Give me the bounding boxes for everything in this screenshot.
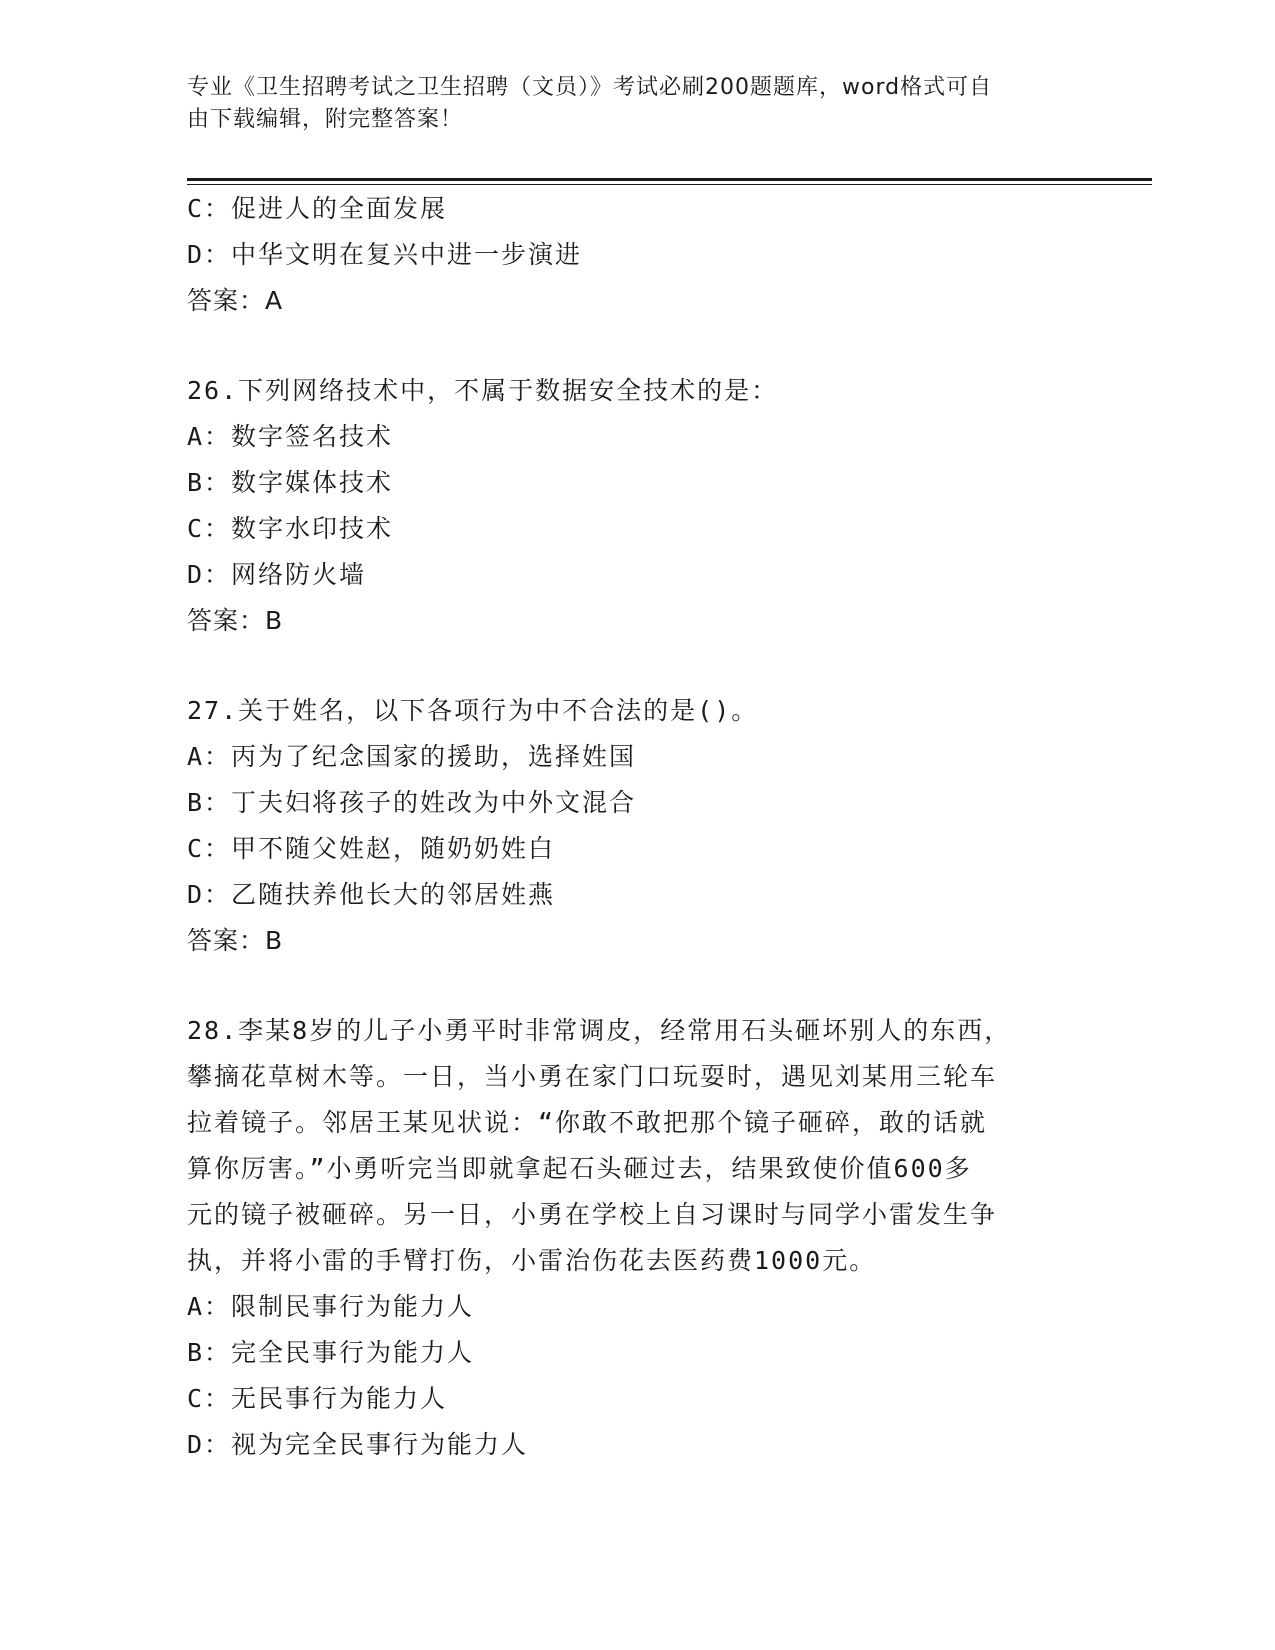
question-28 bbox=[187, 1008, 1057, 1468]
answer-line: 答案：B bbox=[187, 926, 284, 955]
question-stem-line: 算你厉害。”小勇听完当即就拿起石头砸过去，结果致使价值600多 bbox=[187, 1154, 972, 1183]
question-stem: 26.下列网络技术中，不属于数据安全技术的是： bbox=[187, 376, 779, 405]
option-d: D：网络防火墙 bbox=[187, 560, 367, 589]
header-line: 由下载编辑，附完整答案！ bbox=[187, 107, 464, 132]
option-c: C：甲不随父姓赵，随奶奶姓白 bbox=[187, 834, 556, 863]
option-d: D：乙随扶养他长大的邻居姓燕 bbox=[187, 880, 556, 909]
spacer bbox=[187, 644, 1057, 688]
question-26 bbox=[187, 368, 1057, 644]
option-c: C：无民事行为能力人 bbox=[187, 1384, 448, 1413]
question-stem-line: 执，并将小雷的手臂打伤，小雷治伤花去医药费1000元。 bbox=[187, 1246, 877, 1275]
answer-line: 答案：B bbox=[187, 606, 284, 635]
option-a: A：丙为了纪念国家的援助，选择姓国 bbox=[187, 742, 637, 771]
option-b: B：数字媒体技术 bbox=[187, 468, 394, 497]
option-d: D：中华文明在复兴中进一步演进 bbox=[187, 240, 583, 269]
header-line: 专业《卫生招聘考试之卫生招聘（文员）》考试必刷200题题库，word格式可自 bbox=[187, 75, 993, 100]
question-stem-line: 28.李某8岁的儿子小勇平时非常调皮，经常用石头砸坏别人的东西， bbox=[187, 1016, 1012, 1045]
option-c: C：促进人的全面发展 bbox=[187, 194, 448, 223]
option-b: B：丁夫妇将孩子的姓改为中外文混合 bbox=[187, 788, 637, 817]
option-a: A：数字签名技术 bbox=[187, 422, 394, 451]
option-b: B：完全民事行为能力人 bbox=[187, 1338, 475, 1367]
header-divider-thin bbox=[187, 184, 1152, 185]
spacer bbox=[187, 324, 1057, 368]
document-header bbox=[187, 72, 1067, 136]
question-list bbox=[187, 186, 1057, 1468]
question-stem-line: 攀摘花草树木等。一日，当小勇在家门口玩耍时，遇见刘某用三轮车 bbox=[187, 1062, 998, 1091]
header-divider-thick bbox=[187, 178, 1152, 181]
question-stem-line: 拉着镜子。邻居王某见状说：“你敢不敢把那个镜子砸碎，敢的话就 bbox=[187, 1108, 988, 1137]
spacer bbox=[187, 964, 1057, 1008]
option-c: C：数字水印技术 bbox=[187, 514, 394, 543]
answer-line: 答案：A bbox=[187, 286, 284, 315]
option-d: D：视为完全民事行为能力人 bbox=[187, 1430, 529, 1459]
question-27 bbox=[187, 688, 1057, 964]
question-stem: 27.关于姓名，以下各项行为中不合法的是()。 bbox=[187, 696, 759, 725]
previous-question-tail bbox=[187, 186, 1057, 324]
question-stem-line: 元的镜子被砸碎。另一日，小勇在学校上自习课时与同学小雷发生争 bbox=[187, 1200, 998, 1229]
option-a: A：限制民事行为能力人 bbox=[187, 1292, 475, 1321]
